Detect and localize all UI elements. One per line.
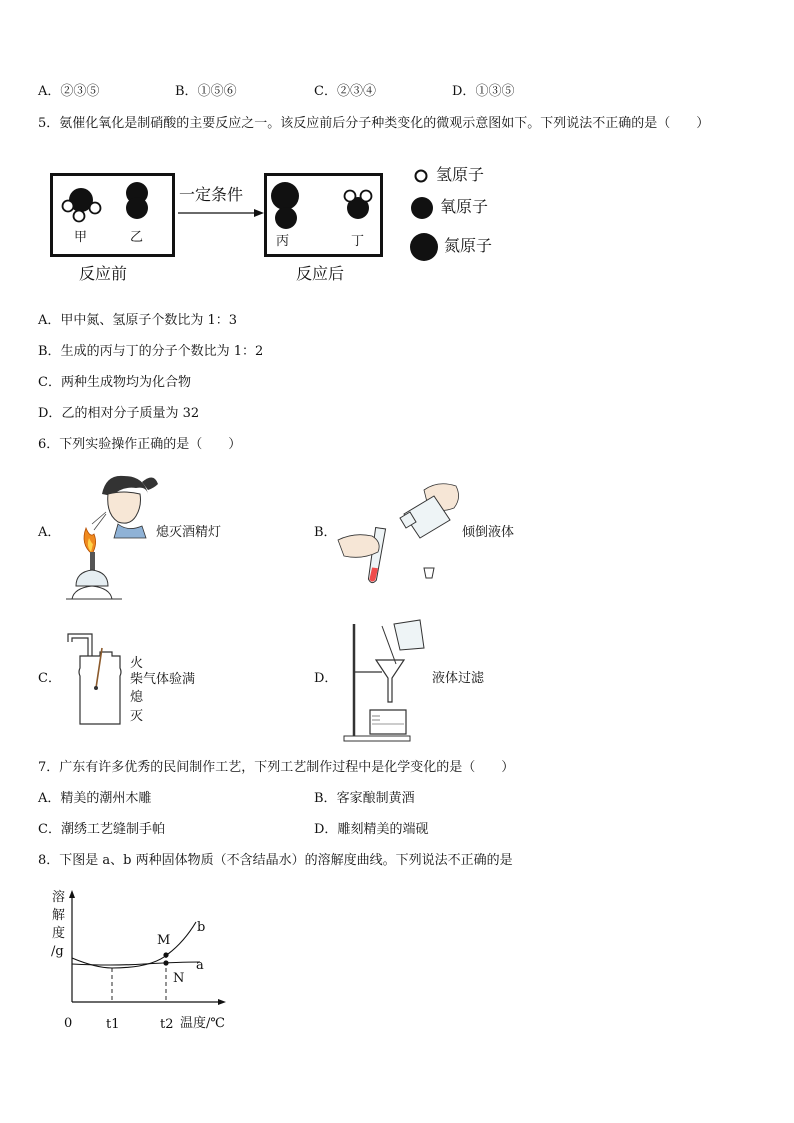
blow-lamp-illustration [62, 466, 162, 606]
legend-hydrogen: 氢原子 [436, 165, 485, 184]
q5-option-d: D．乙的相对分子质量为 32 [38, 406, 200, 421]
molecule-jia [63, 188, 101, 222]
q7-option-d: D．雕刻精美的端砚 [314, 822, 429, 837]
q7-stem: 7．广东有许多优秀的民间制作工艺，下列工艺制作过程中是化学变化的是（ ） [38, 760, 515, 775]
q5-stem: 5．氨催化氧化是制硝酸的主要反应之一。该反应前后分子种类变化的微观示意图如下。下列说法不正确的是（ ） [38, 116, 710, 131]
label-yi: 乙 [130, 230, 144, 245]
q6-option-c-side-bottom1: 熄 [130, 690, 144, 705]
hydrogen-atom-icon [416, 171, 427, 182]
q6-option-c-letter: C． [38, 671, 61, 686]
q6-option-c-caption: 柴气体验满 [130, 672, 196, 687]
curve-a [72, 962, 200, 965]
q6-option-a-caption: 熄灭酒精灯 [156, 525, 222, 540]
q6-option-a-letter: A． [38, 525, 61, 540]
point-m-label: M [157, 933, 171, 948]
molecule-yi [126, 182, 148, 219]
x-axis-label: 温度/℃ [180, 1016, 225, 1031]
reaction-diagram-art [0, 0, 794, 300]
oxygen-atom-icon [411, 197, 433, 219]
q4-option-a: A．②③⑤ [38, 84, 100, 99]
chart-ylabel-4: /g [51, 944, 64, 959]
q4-option-b: B．①⑤⑥ [175, 84, 237, 99]
molecule-ding [345, 191, 372, 220]
series-b-label: b [197, 920, 206, 935]
series-a-label: a [196, 958, 204, 973]
label-bing: 丙 [276, 234, 290, 249]
q6-option-d-letter: D． [314, 671, 338, 686]
q7-option-a: A．精美的潮州木雕 [38, 791, 152, 806]
legend-nitrogen: 氮原子 [444, 236, 493, 255]
q7-option-b: B．客家酿制黄酒 [314, 791, 415, 806]
q6-option-d-caption: 液体过滤 [432, 671, 485, 686]
q5-option-b: B．生成的丙与丁的分子个数比为 1：2 [38, 344, 264, 359]
q8-stem: 8．下图是 a、b 两种固体物质（不含结晶水）的溶解度曲线。下列说法不正确的是 [38, 853, 513, 868]
label-jia: 甲 [74, 230, 88, 245]
x-axis-arrow [218, 999, 226, 1005]
q4-option-c: C．②③④ [314, 84, 376, 99]
q6-option-c-side-top: 火 [130, 656, 144, 671]
q7-option-c: C．潮绣工艺缝制手帕 [38, 822, 165, 837]
chart-ylabel-3: 度 [52, 926, 66, 941]
origin-label: 0 [64, 1016, 73, 1031]
chart-ylabel-2: 解 [52, 908, 66, 923]
label-ding: 丁 [351, 234, 365, 249]
point-n-label: N [173, 971, 185, 986]
q5-option-a: A．甲中氮、氢原子个数比为 1：3 [38, 313, 238, 328]
q6-option-c-side-bottom2: 灭 [130, 709, 144, 724]
q6-option-b-letter: B． [314, 525, 337, 540]
after-label: 反应后 [296, 264, 345, 283]
curve-b [72, 922, 196, 968]
pour-liquid-illustration [338, 476, 468, 586]
filtration-illustration [342, 620, 432, 744]
q6-option-b-caption: 倾倒液体 [462, 525, 515, 540]
molecule-bing [271, 182, 299, 229]
q4-option-d: D．①③⑤ [452, 84, 515, 99]
x-tick-t1: t1 [106, 1017, 120, 1032]
point-m [163, 952, 168, 957]
y-axis-arrow [69, 890, 75, 898]
q6-stem: 6．下列实验操作正确的是（ ） [38, 437, 242, 452]
before-label: 反应前 [79, 264, 128, 283]
x-tick-t2: t2 [160, 1017, 174, 1032]
q5-option-c: C．两种生成物均为化合物 [38, 375, 191, 390]
point-n [163, 960, 168, 965]
chart-ylabel-1: 溶 [52, 890, 66, 905]
condition-label: 一定条件 [179, 185, 244, 204]
reaction-arrow-head [254, 209, 264, 217]
nitrogen-atom-icon [410, 233, 438, 261]
legend-oxygen: 氧原子 [440, 197, 489, 216]
